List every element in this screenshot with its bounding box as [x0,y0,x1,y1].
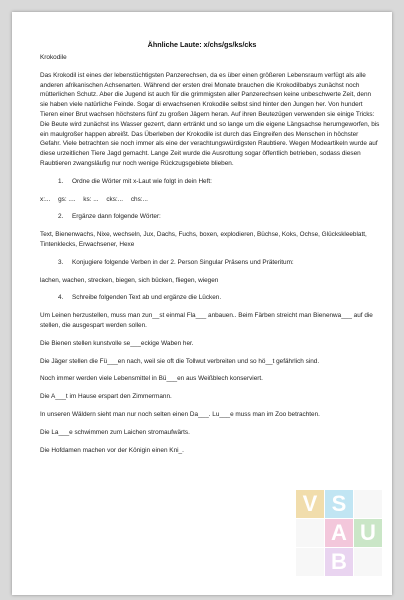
category-cks: cks:... [106,195,124,203]
gap-line: Noch immer werden viele Lebensmittel in Bü___en aus Weißblech konserviert. [40,375,263,383]
text-heading: Krokodile [40,54,67,61]
gap-line: Die Bienen stellen kunstvolle se___eckige Waben her. [40,339,194,347]
gap-line: Die Jäger stellen die Fü___en nach, weil sie oft die Tollwut verbreiten und so hö__t gefährlich sind. [40,357,320,365]
category-x: x:... [40,195,51,203]
watermark-tile [296,548,324,576]
gap-line: Um Leinen herzustellen, muss man zun__st einmal Fla___ anbauen.. Beim Färben streicht man Bienenwa___ auf die stellen, die ausgespart werden sollen. [40,312,373,329]
watermark-logo [296,490,382,576]
watermark-tile: U [354,519,382,547]
task-3: 3. Konjugiere folgende Verben in der 2. Person Singular Präsens und Präteritum: [58,258,294,266]
verb-list: lachen, wachen, strecken, biegen, sich bücken, fliegen, wiegen [40,276,219,284]
gap-line: Die La___e schwimmen zum Laichen stromaufwärts. [40,428,190,436]
gap-line: In unseren Wäldern sieht man nur noch selten einen Da___. Lu___e muss man im Zoo betrachten. [40,410,320,418]
watermark-tile: A [325,519,353,547]
category-ks: ks: ... [83,195,99,203]
watermark-tile: B [325,548,353,576]
gap-line: Die Hofdamen machen vor der Königin einen Kni_. [40,446,184,454]
watermark-tile: V [296,490,324,518]
category-chs: chs:... [130,195,148,203]
watermark-tile [354,548,382,576]
word-list: Text, Bienenwachs, Nixe, wechseln, Jux, Dachs, Fuchs, boxen, explodieren, Büchse, Koks, Ochse, Glückskleeblatt, Tintenklecks, Erwachsener, Hexe [40,231,367,248]
gap-line: Die A___t im Hause erspart den Zimmermann. [40,393,172,401]
task-2: 2. Ergänze dann folgende Wörter: [58,213,161,221]
category-gs: gs: .... [58,195,76,203]
worksheet-content [40,50,380,463]
reading-paragraph: Das Krokodil ist eines der lebenstüchtigsten Panzerechsen, da es über einen größeren Lebensraum verfügt als alle anderen afrikanischen Achsenarten. Während der ersten drei Monate brauchen die Krokodilbabys zunächst noch mütterlichen Schutz. Aber die Jugend ist auch für die grimmigsten aller Panzerechsen keine unbeschwerte Zeit, denn sie haben viele natürliche Feinde. Sogar di erwachsenen Krokodile selbst sind hinter den Jungen her. Von hundert Tieren einer Brut wachsen höchstens fünf zu großen Jägern heran. Auf ihren Beutezügen verwenden sie einige Tricks: Die Beute wird zunächst ins Wasser gezerrt, dann ertränkt und so lange um die eigene Längsachse herumgeworfen, bis ein maulgroßer happen abreißt. Das Überleben der Krokodile ist durch das Eingreifen des Menschen in höchster Gefahr. Viele betrachten sie noch immer als eine der verachtungswürdigsten Raubtiere. Wegen Modeartikeln wurde auf diese urzeitlichen Tiere Jagd gemacht. Lange Zeit wurde die Ausrottung sogar öffentlich betrieben, sodass diesen Raubtieren zwangsläufig nur noch wenige Rückzugsgebiete blieben. [40,71,380,167]
worksheet-title: Ähnliche Laute: x/chs/gs/ks/cks [147,40,257,49]
watermark-tile: S [325,490,353,518]
task-4: 4. Schreibe folgenden Text ab und ergänze die Lücken. [58,294,222,302]
watermark-tile [354,490,382,518]
worksheet-page [12,12,392,595]
watermark-tile [296,519,324,547]
task-1: 1. Ordne die Wörter mit x-Laut wie folgt in dein Heft: [58,177,212,185]
category-list [40,195,380,205]
